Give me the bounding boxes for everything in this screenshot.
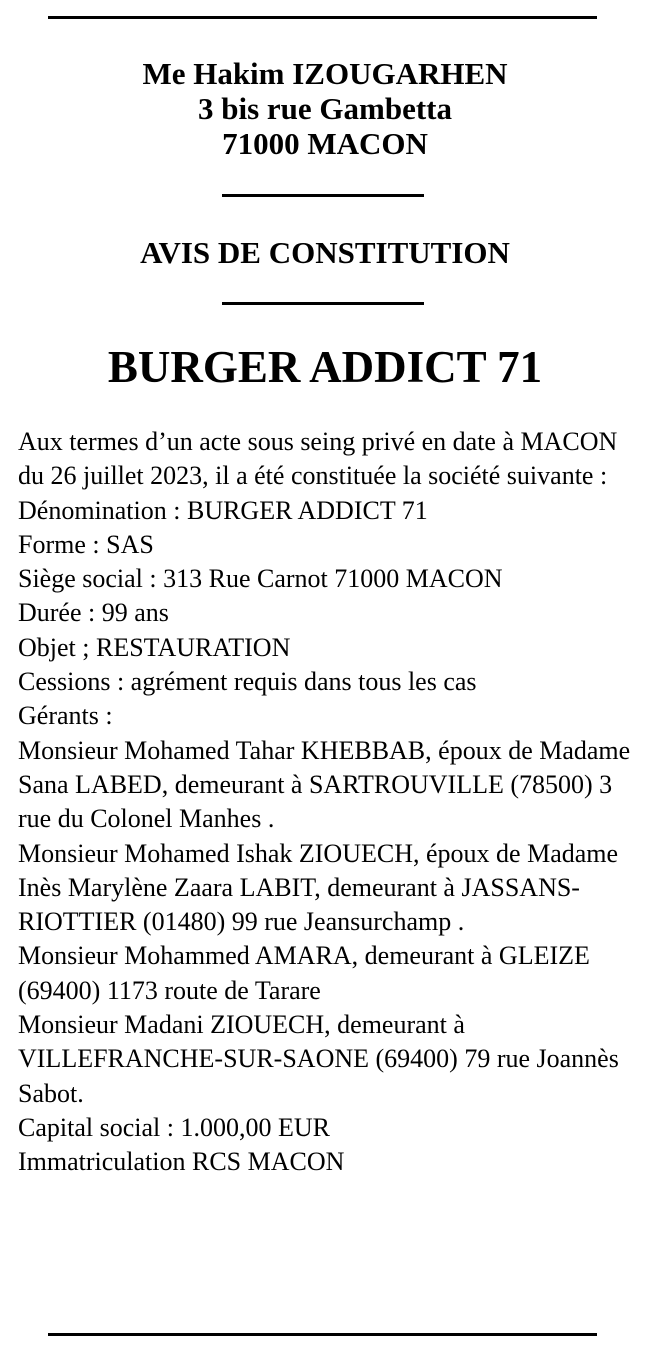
lawyer-street: 3 bis rue Gambetta (197, 91, 452, 126)
objet-line: Objet ; RESTAURATION (18, 632, 291, 662)
gerant-entry: Monsieur Mohammed AMARA, demeurant à GLEIZE (69400) 1173 route de Tarare (18, 941, 590, 1005)
gerants-label: Gérants : (18, 701, 113, 731)
notice-type-title: AVIS DE CONSTITUTION (140, 235, 510, 270)
gerant-entry: Monsieur Mohamed Ishak ZIOUECH, époux de Madame Inès Marylène Zaara LABIT, demeurant à JASSANS-RIOTTIER (01480) 99 rue Jeansurchamp . (18, 838, 619, 937)
forme-line: Forme : SAS (18, 529, 154, 559)
bottom-divider (48, 1333, 597, 1336)
lawyer-header (0, 56, 650, 161)
top-divider (48, 16, 597, 19)
intro-paragraph: Aux termes d’un acte sous seing privé en date à MACON du 26 juillet 2023, il a été constituée la société suivante : (18, 427, 618, 491)
denomination-line: Dénomination : BURGER ADDICT 71 (18, 495, 428, 525)
siege-line: Siège social : 313 Rue Carnot 71000 MACON (18, 564, 503, 594)
gerant-entry: Monsieur Mohamed Tahar KHEBBAB, époux de Madame Sana LABED, demeurant à SARTROUVILLE (78500) 3 rue du Colonel Manhes . (18, 735, 631, 834)
lawyer-name: Me Hakim IZOUGARHEN (142, 56, 508, 91)
immatriculation-line: Immatriculation RCS MACON (18, 1147, 345, 1177)
company-name-heading: BURGER ADDICT 71 (107, 342, 543, 392)
duree-line: Durée : 99 ans (18, 598, 169, 628)
title-divider (222, 302, 424, 305)
capital-line: Capital social : 1.000,00 EUR (18, 1112, 330, 1142)
lawyer-city: 71000 MACON (222, 126, 428, 161)
notice-body (18, 425, 633, 1180)
gerant-entry: Monsieur Madani ZIOUECH, demeurant à VILLEFRANCHE-SUR-SAONE (69400) 79 rue Joannès Sabot. (18, 1010, 619, 1108)
cessions-line: Cessions : agrément requis dans tous les cas (18, 667, 477, 697)
header-divider (222, 194, 424, 197)
